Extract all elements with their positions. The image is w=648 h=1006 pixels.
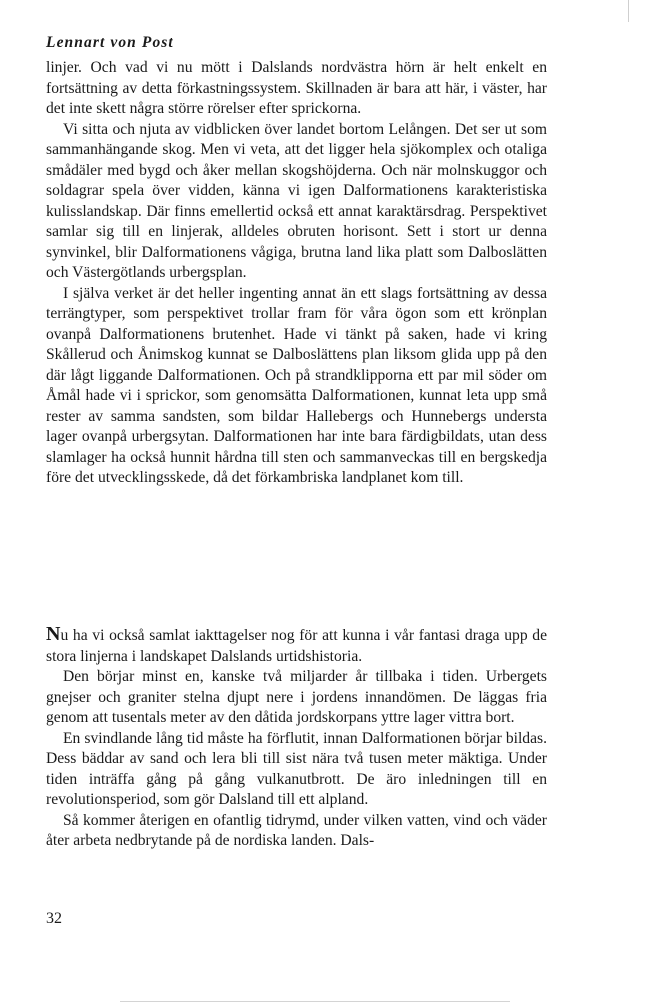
text-block-top [46, 58, 547, 489]
paragraph: Den börjar minst en, kanske två miljarder år tillbaka i tiden. Urbergets gnejser och graniter stelna djupt nere i jordens innandömen. De läggas fria genom att tusentals meter av den dåtida jordskorpans yttre lager vittra bort. [46, 668, 547, 726]
opening-text: u ha vi också samlat iakttagelser nog för att kunna i vår fantasi draga upp de stora linjerna i landskapet Dalslands urtidshistoria. [46, 627, 547, 665]
paragraph: I själva verket är det heller ingenting annat än ett slags fortsättning av dessa terrängtyper, som perspektivet trollar fram för våra ögon som ett krönplan ovanpå Dalformationens brutenhet. Hade vi tänkt på saken, hade vi kring Skållerud och Ånimskog kunnat se Dalboslättens plan liksom glida upp på den där lågt liggande Dalformationen. Och på strandklipporna ett par mil söder om Åmål hade vi i sprickor, som genomsätta Dalformationen, kunnat leta upp små rester av samma sandsten, som bildar Hallebergs och Hunnebergs understa lager ovanpå urbergsytan. Dalformationen har inte bara färdigbildats, utan dess slamlager ha också hunnit hårdna till sten och sammanveckas till en bergskedja före det utvecklingsskede, då det förkambriska landplanet kom till. [46, 284, 547, 486]
text-block-bottom [46, 624, 547, 852]
paragraph: linjer. Och vad vi nu mött i Dalslands nordvästra hörn är helt enkelt en fortsättning av detta förkastningssystem. Skillnaden är bara att här, i väster, har det inte skett några större rörelser efter sprickorna. [46, 59, 547, 117]
initial-letter: N [46, 623, 61, 645]
section-opening-paragraph [46, 624, 547, 667]
edge-line [628, 0, 629, 22]
paragraph: En svindlande lång tid måste ha förflutit, innan Dalformationen börjar bildas. Dess bäddar av sand och lera bli till sist nära två tusen meter mäktiga. Under tiden inträffa gång på gång vulkanutbrott. De äro inledningen till en revolutionsperiod, som gör Dalsland till ett alpland. [46, 729, 547, 808]
page-number: 32 [46, 910, 62, 927]
paragraph: Så kommer återigen en ofantlig tidrymd, under vilken vatten, vind och väder åter arbeta nedbrytande på de nordiska landen. Dals- [46, 811, 547, 849]
bottom-edge-line [120, 1001, 510, 1002]
paragraph: Vi sitta och njuta av vidblicken över landet bortom Lelången. Det ser ut som sammanhängande skog. Men vi veta, att det ligger hela sjökomplex och otaliga smådäler med bygd och åker mellan skogshöjderna. Och när molnskuggor och soldagrar spela över vidden, känna vi igen Dalformationens karakteristiska kulisslandskap. Där finns emellertid också ett annat karaktärsdrag. Perspektivet samlar sig till en linjerak, alldeles obruten horisont. Sett i stort ur denna synvinkel, blir Dalformationens vågiga, brutna land lika platt som Dalboslätten och Västergötlands urbergsplan. [46, 120, 547, 281]
running-head: Lennart von Post [46, 34, 174, 51]
